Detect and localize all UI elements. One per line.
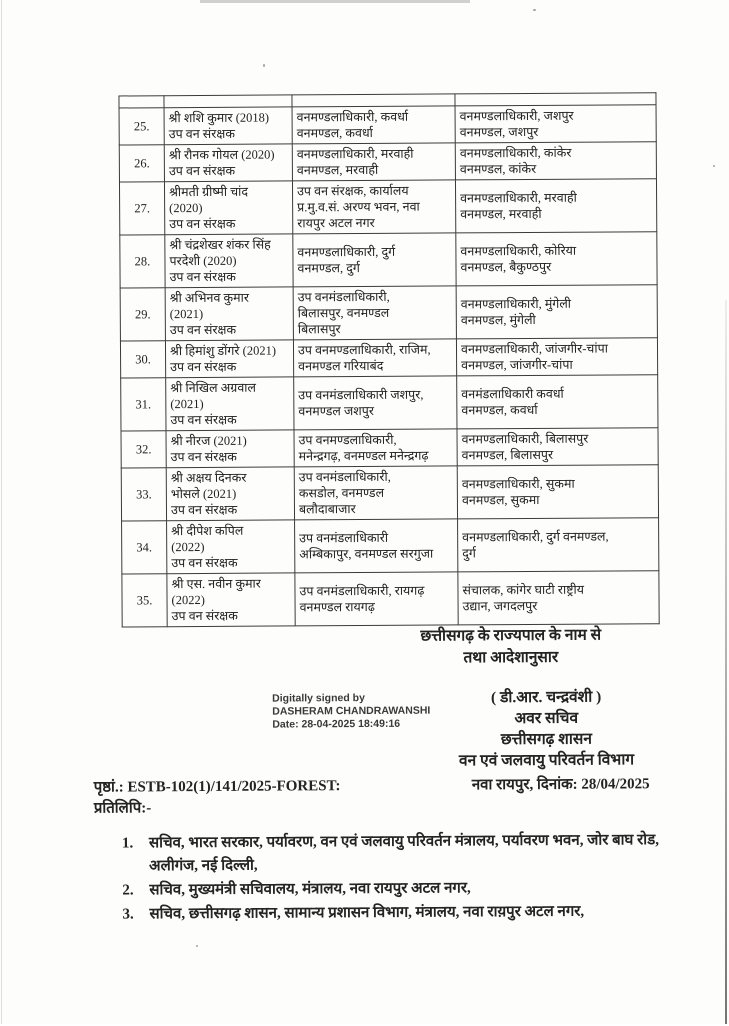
officer-name-cell: श्री अक्षय दिनकर भोसले (2021) उप वन संरक्षक — [166, 467, 294, 521]
new-posting-cell: संचालक, कांगेर घाटी राष्ट्रीय उद्यान, जगदलपुर — [458, 571, 659, 625]
current-posting-cell: उप वनमंडलाधिकारी, रायगढ़ वनमण्डल रायगढ़ — [295, 572, 458, 626]
table-row — [120, 232, 657, 288]
list-item — [122, 829, 670, 878]
current-posting-cell: उप वनमण्डलाधिकारी, मनेन्द्रगढ़, वनमण्डल मनेन्द्रगढ़ — [294, 429, 457, 467]
officer-name-cell: श्री एस. नवीन कुमार (2022) उप वन संरक्षक — [167, 573, 295, 627]
table-row — [122, 571, 659, 627]
new-posting-cell: वनमण्डलाधिकारी, मुंगेली वनमण्डल, मुंगेली — [456, 285, 657, 339]
page-edge-right — [725, 300, 727, 1024]
serial-cell: 33. — [121, 468, 166, 521]
signatory-designation: अवर सचिव — [514, 709, 579, 728]
scan-speck — [533, 9, 536, 11]
current-posting-cell: वनमण्डलाधिकारी, कवर्धा वनमण्डल, कवर्धा — [292, 106, 455, 144]
table-row — [120, 285, 657, 341]
transfer-order-table — [118, 92, 659, 627]
officer-name-cell: श्री निखिल अग्रवाल (2021) उप वन संरक्षक — [166, 377, 294, 431]
digital-signature-date: Date: 28-04-2025 18:49:16 — [272, 717, 401, 731]
scan-speck — [196, 945, 198, 947]
officer-name-cell: श्री नीरज (2021) उप वन संरक्षक — [166, 430, 294, 468]
officer-name-cell: श्री शशि कुमार (2018) उप वन संरक्षक — [164, 107, 292, 145]
new-posting-cell: वनमण्डलाधिकारी, कोरिया वनमण्डल, बैकुण्ठपुर — [456, 232, 657, 286]
reference-line — [94, 773, 650, 796]
current-posting-cell: वनमण्डलाधिकारी, मरवाही वनमण्डल, मरवाही — [292, 143, 455, 181]
signatory-government: छत्तीसगढ़ शासन — [500, 730, 592, 749]
new-posting-cell: वनमण्डलाधिकारी, कांकेर वनमण्डल, कांकेर — [455, 142, 656, 180]
signatory-name: ( डी.आर. चन्द्रवंशी ) — [490, 688, 602, 707]
current-posting-cell: उप वनमंडलाधिकारी, कसडोल, वनमण्डल बलौदाबाजार — [294, 466, 457, 520]
officer-name-cell: श्री हिमांशु डोंगरे (2021) उप वन संरक्षक — [165, 340, 293, 378]
table-row — [119, 105, 656, 145]
scan-speck — [713, 165, 715, 167]
serial-cell: 28. — [120, 235, 165, 288]
new-posting-cell: वनमण्डलाधिकारी, बिलासपुर वनमण्डल, बिलासपुर — [457, 428, 658, 466]
signatory-department: वन एवं जलवायु परिवर्तन विभाग — [458, 751, 635, 770]
serial-cell: 26. — [119, 145, 164, 182]
digital-signature-name: DASHERAM CHANDRAWANSHI — [272, 704, 431, 718]
table-row — [121, 465, 658, 521]
current-posting-cell: उप वनमंडलाधिकारी जशपुर, वनमण्डल जशपुर — [294, 376, 457, 430]
new-posting-cell: वनमण्डलाधिकारी, जांजगीर-चांपा वनमण्डल, जांजगीर-चांपा — [456, 338, 657, 376]
new-posting-cell: वनमंडलाधिकारी कवर्धा वनमण्डल, कवर्धा — [457, 375, 658, 429]
serial-cell: 25. — [119, 108, 164, 145]
current-posting-cell: उप वनमंडलाधिकारी, बिलासपुर, वनमण्डल बिलासपुर — [293, 286, 456, 340]
closing-line-1: छत्तीसगढ़ के राज्यपाल के नाम से — [420, 626, 602, 645]
table-row — [119, 179, 656, 235]
officer-name-cell: श्री दीपेश कपिल (2022) उप वन संरक्षक — [167, 520, 295, 574]
current-posting-cell: उप वनमण्डलाधिकारी, राजिम, वनमण्डल गरियाबंद — [293, 339, 456, 377]
officer-name-cell: श्री अभिनव कुमार (2021) उप वन संरक्षक — [165, 287, 293, 341]
officer-name-cell: श्री चंद्रशेखर शंकर सिंह परदेशी (2020) उप वन संरक्षक — [165, 234, 293, 288]
copy-to-label: प्रतिलिपि:- — [93, 800, 152, 817]
list-item-text: सचिव, भारत सरकार, पर्यावरण, वन एवं जलवायु परिवर्तन मंत्रालय, पर्यावरण भवन, जोर बाघ रोड, अलीगंज, नई दिल्ली, — [148, 832, 659, 875]
new-posting-cell: वनमण्डलाधिकारी, दुर्ग वनमण्डल, दुर्ग — [458, 518, 659, 572]
copy-to-list — [122, 829, 671, 927]
new-posting-cell: वनमण्डलाधिकारी, जशपुर वनमण्डल, जशपुर — [455, 105, 656, 143]
serial-cell: 32. — [121, 431, 166, 468]
serial-cell: 35. — [122, 574, 167, 627]
reference-number: पृष्ठां.: ESTB-102(1)/141/2025-FOREST: — [93, 778, 341, 796]
serial-cell: 34. — [122, 521, 167, 574]
new-posting-cell: वनमण्डलाधिकारी, सुकमा वनमण्डल, सुकमा — [457, 465, 658, 519]
page-edge-left — [1, 0, 2, 1024]
serial-cell: 29. — [120, 288, 165, 341]
closing-line-2: तथा आदेशानुसार — [463, 648, 559, 667]
stub-cell — [292, 94, 455, 107]
list-item-text: सचिव, मुख्यमंत्री सचिवालय, मंत्रालय, नवा रायपुर अटल नगर, — [149, 880, 471, 899]
serial-cell: 30. — [120, 341, 165, 378]
officer-name-cell: श्रीमती ग्रीष्मी चांद (2020) उप वन संरक्षक — [164, 181, 292, 235]
table-row — [121, 428, 658, 468]
current-posting-cell: उप वनमंडलाधिकारी अम्बिकापुर, वनमण्डल सरगुजा — [295, 519, 458, 573]
current-posting-cell: वनमण्डलाधिकारी, दुर्ग वनमण्डल, दुर्ग — [293, 233, 456, 287]
table-row — [120, 338, 657, 378]
scan-smudge-top — [200, 0, 470, 3]
list-item — [122, 900, 670, 926]
stub-cell — [119, 96, 164, 108]
digital-signature-stamp — [272, 692, 442, 732]
table-row — [122, 518, 659, 574]
serial-cell: 31. — [121, 378, 166, 431]
list-item — [122, 876, 670, 902]
closing-statement — [373, 624, 649, 670]
stub-cell — [164, 95, 292, 108]
list-item-number: 1. — [121, 835, 134, 852]
reference-place-date: नवा रायपुर, दिनांक: 28/04/2025 — [471, 776, 650, 794]
serial-cell: 27. — [119, 182, 164, 235]
current-posting-cell: उप वन संरक्षक, कार्यालय प्र.मु.व.सं. अरण्य भवन, नवा रायपुर अटल नगर — [292, 180, 455, 234]
new-posting-cell: वनमण्डलाधिकारी, मरवाही वनमण्डल, मरवाही — [455, 179, 656, 233]
signatory-block — [426, 686, 667, 771]
list-item-text: सचिव, छत्तीसगढ़ शासन, सामान्य प्रशासन विभाग, मंत्रालय, नवा राय़पुर अटल नगर, — [149, 903, 585, 923]
digital-signature-line: Digitally signed by — [272, 692, 365, 705]
list-item-number: 3. — [122, 906, 134, 923]
scan-speck — [263, 64, 265, 67]
list-item-number: 2. — [122, 882, 134, 899]
officer-name-cell: श्री रौनक गोयल (2020) उप वन संरक्षक — [164, 144, 292, 182]
table-row — [121, 375, 658, 431]
table-row — [119, 142, 656, 182]
